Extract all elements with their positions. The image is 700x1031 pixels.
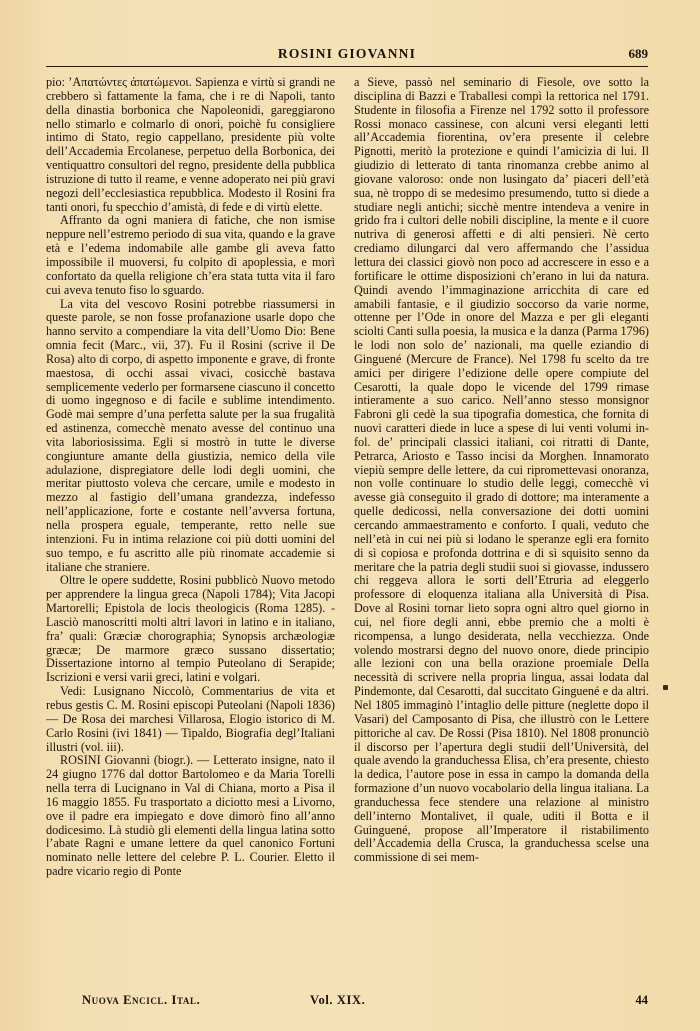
page-footer xyxy=(82,993,648,1009)
paragraph: Vedi: Lusignano Niccolò, Commentarius de vita et rebus gestis C. M. Rosini episcopi Puteolani (Napoli 1836) — De Rosa dei marchesi Villarosa, Elogio istorico di M. Carlo Rosini (ivi 1841) — Tipaldo, Biografia degl’Italiani illustri (vol. iii). xyxy=(46,684,335,754)
right-column xyxy=(354,76,649,986)
page-header xyxy=(46,44,648,67)
footer-signature: 44 xyxy=(635,993,648,1007)
margin-mark xyxy=(663,685,668,690)
footer-volume: Vol. XIX. xyxy=(310,993,366,1007)
left-column xyxy=(46,76,335,986)
paragraph: pio: ’Απατώντες άπατώμενοι. Sapienza e virtù si grandi ne crebbero sì fattamente la fama, che i re di Napoli, tanto della dinastia borbonica che Napoleonidi, gareggiarono nello stimarlo e colmarlo di onori, poichè fu consigliere intimo di Stato, regio cappellano, presidente più volte dell’Accademia Ercolanese, perpetuo della Borbonica, dei ventiquattro consultori del regno, presidente della pubblica istruzione di tutto il reame, e venne adoperato nei più gravi negozi dell’ecclesiastica repubblica. Modesto il Rosini fra tanti onori, fu specchio d’amistà, di fede e di virtù elette. xyxy=(46,76,335,214)
paragraph: ROSINI Giovanni (biogr.). — Letterato insigne, nato il 24 giugno 1776 dal dottor Bartolomeo e da Maria Torelli nella terra di Lucignano in Val di Chiana, morto a Pisa il 16 maggio 1855. Fu trasportato a diciotto mesi a Livorno, ove il padre era impiegato e dove dimorò fino all’anno dodicesimo. Là studiò gli elementi della lingua latina sotto l’abate Ragni e umane lettere da quel canonico Fortuni nominato nelle lettere del celebre P. L. Courier. Eletto il padre vicario regio di Ponte xyxy=(46,753,335,879)
paragraph: a Sieve, passò nel seminario di Fiesole, ove sotto la disciplina di Bazzi e Traballesi compì la rettorica nel 1791. Studente in filosofia a Firenze nel 1792 sotto il professore Rossi monaco cassinese, con alcuni versi eleganti letti all’Accademia fiorentina, ov’era presente il celebre Pignotti, meritò la protezione e quindi l’amicizia di lui. Il giudizio di letterato di tanta rinomanza crebbe animo al giovane valoroso: onde non lusingato da’ piaceri dell’età sua, nè troppo di se medesimo presumendo, tutto si diede a studiare negli antichi; sicchè mentre intendeva a venire in grido fra i cultori delle nobili discipline, la mente e il cuore nutriva di generosi affetti e di alti pensieri. Nè certo crediamo dilungarci dal vero affermando che l’assidua lettura dei classici giovò non poco ad accrescere in esso e a fortificare le ottime disposizioni ch’erano in lui da natura. Quindi avendo l’immaginazione arricchita di care ed amabili fantasie, e il giudizio soccorso da varie norme, ottenne per l’Ode in onore del Mazza e per gli eleganti sciolti Canti sulla poesia, la musica e la danza (Parma 1796) le lodi non solo de’ nazionali, ma quelle eziandio di Ginguené (Mercure de France). Nel 1798 fu scelto da tre amici per dirigere l’edizione delle opere compiute del Cesarotti, la quale dopo le vicende del 1799 rimase intieramente a suo carico. Nell’anno stesso monsignor Fabroni gli cedè la sua tipografia domestica, che fornita di nuovi caratteri diede in luce a spese di lui venti volumi in-fol. de’ principali classici italiani, coi ritratti di Dante, Petrarca, Ariosto e Tasso incisi da Morghen. Innamorato viepiù sempre delle lettere, da cui ripromettevasi onoranza, non volle continuare lo studio delle leggi, comecchè vi avesse già conseguito il grado di dottore; ma interamente a quelle dedicossi, nella conversazione dei dotti uomini cercando ammaestramento e conforto. I quali, veduto che nell’età in cui nei più si lodano le speranze egli era fornito di sì copiosa e profonda dottrina e di sì squisito senno da meritare che la patria degli studii suoi si giovasse, indussero chi reggeva allora le sorti dell’Etruria ad eleggerlo professore di eloquenza italiana alla Università di Pisa. Dove al Rosini tornar lieto sopra ogni altro quel giorno in cui, nel fiore degli anni, ebbe premio che a molti è ricompensa, a lungo desiderata, nella vecchiezza. Onde volendo mostrarsi degno del nuovo onore, diede principio alle lezioni con una bella orazione proemiale Della necessità di scrivere nella propria lingua, assai lodata dal Pindemonte, dal Cesarotti, dal succitato Ginguené e da altri. Nel 1805 immaginò l’intaglio delle pitture (neglette dopo il Vasari) del Camposanto di Pisa, che illustrò con le Lettere pittoriche al cav. De Rossi (Pisa 1810). Nel 1808 pronunciò il discorso per l’apertura degli studii dell’Università, del quale avendo la granduchessa Elisa, ch’era presente, chiesto la dedica, l’autore pose in essa in campo la domanda della formazione d’un nuovo vocabolario della lingua italiana. La granduchessa fece stendere una relazione al ministro dell’interno Montalivet, il quale, uditi il Botta e il Guinguené, propose all’Imperatore il ristabilimento dell’Accademia della Crusca, la granduchessa scelse una commissione di sei mem- xyxy=(354,76,649,865)
paragraph: Affranto da ogni maniera di fatiche, che non ismise neppure nell’estremo periodo di sua vita, quando e la grave età e l’edema indomabile alle gambe gli aveva fatto impossibile il muoversi, fu colpito di apoplessia, e morì confortato da quella religione ch’era stata tutta vita il faro cui aveva tenuto fiso lo sguardo. xyxy=(46,213,335,297)
paragraph: La vita del vescovo Rosini potrebbe riassumersi in queste parole, se non fosse profanazione usarle dopo che hanno servito a compendiare la vita dell’Uomo Dio: Bene omnia fecit (Marc., vii, 37). Fu il Rosini (scrive il De Rosa) alto di corpo, di aspetto imponente e grave, di fronte maestosa, di occhi assai vivaci, cosicchè bastava semplicemente vederlo per formarsene ciascuno il concetto di uomo ingegnoso e di facile e sublime intendimento. Godè mai sempre d’una perfetta salute per la sua frugalità ed astinenza, comecchè menato avesse del continuo una vita laboriosissima. Egli si mostrò in tutte le diverse congiunture amante della giustizia, nemico della vile adulazione, dispregiatore delle lodi degli uomini, che meritar piuttosto voleva che cercare, umile e modesto in mezzo al fastigio dell’umana grandezza, indefesso nell’applicazione, forte e costante nell’avversa fortuna, nella prospera eguale, temperante, retto nelle sue intenzioni. Fu in intima relazione coi più dotti uomini del suo tempo, e fu ascritto alle più rinomate accademie si italiane che straniere. xyxy=(46,296,335,574)
paragraph: Oltre le opere suddette, Rosini pubblicò Nuovo metodo per apprendere la lingua greca (Napoli 1784); Vita Jacopi Martorelli; Epistola de locis theologicis (Roma 1285). - Lasciò manoscritti molti altri lavori in latino e in italiano, fra’ quali: Græciæ chorographia; Synopsis archæologiæ græcæ; De marmore græco sussano dissertatio; Dissertazione intorno al tempio Puteolano di Serapide; Iscrizioni e versi varii greci, latini e volgari. xyxy=(46,573,335,685)
page-number: 689 xyxy=(628,46,648,61)
footer-publication: Nuova Encicl. Ital. xyxy=(82,993,201,1007)
running-head: ROSINI GIOVANNI xyxy=(277,46,417,61)
